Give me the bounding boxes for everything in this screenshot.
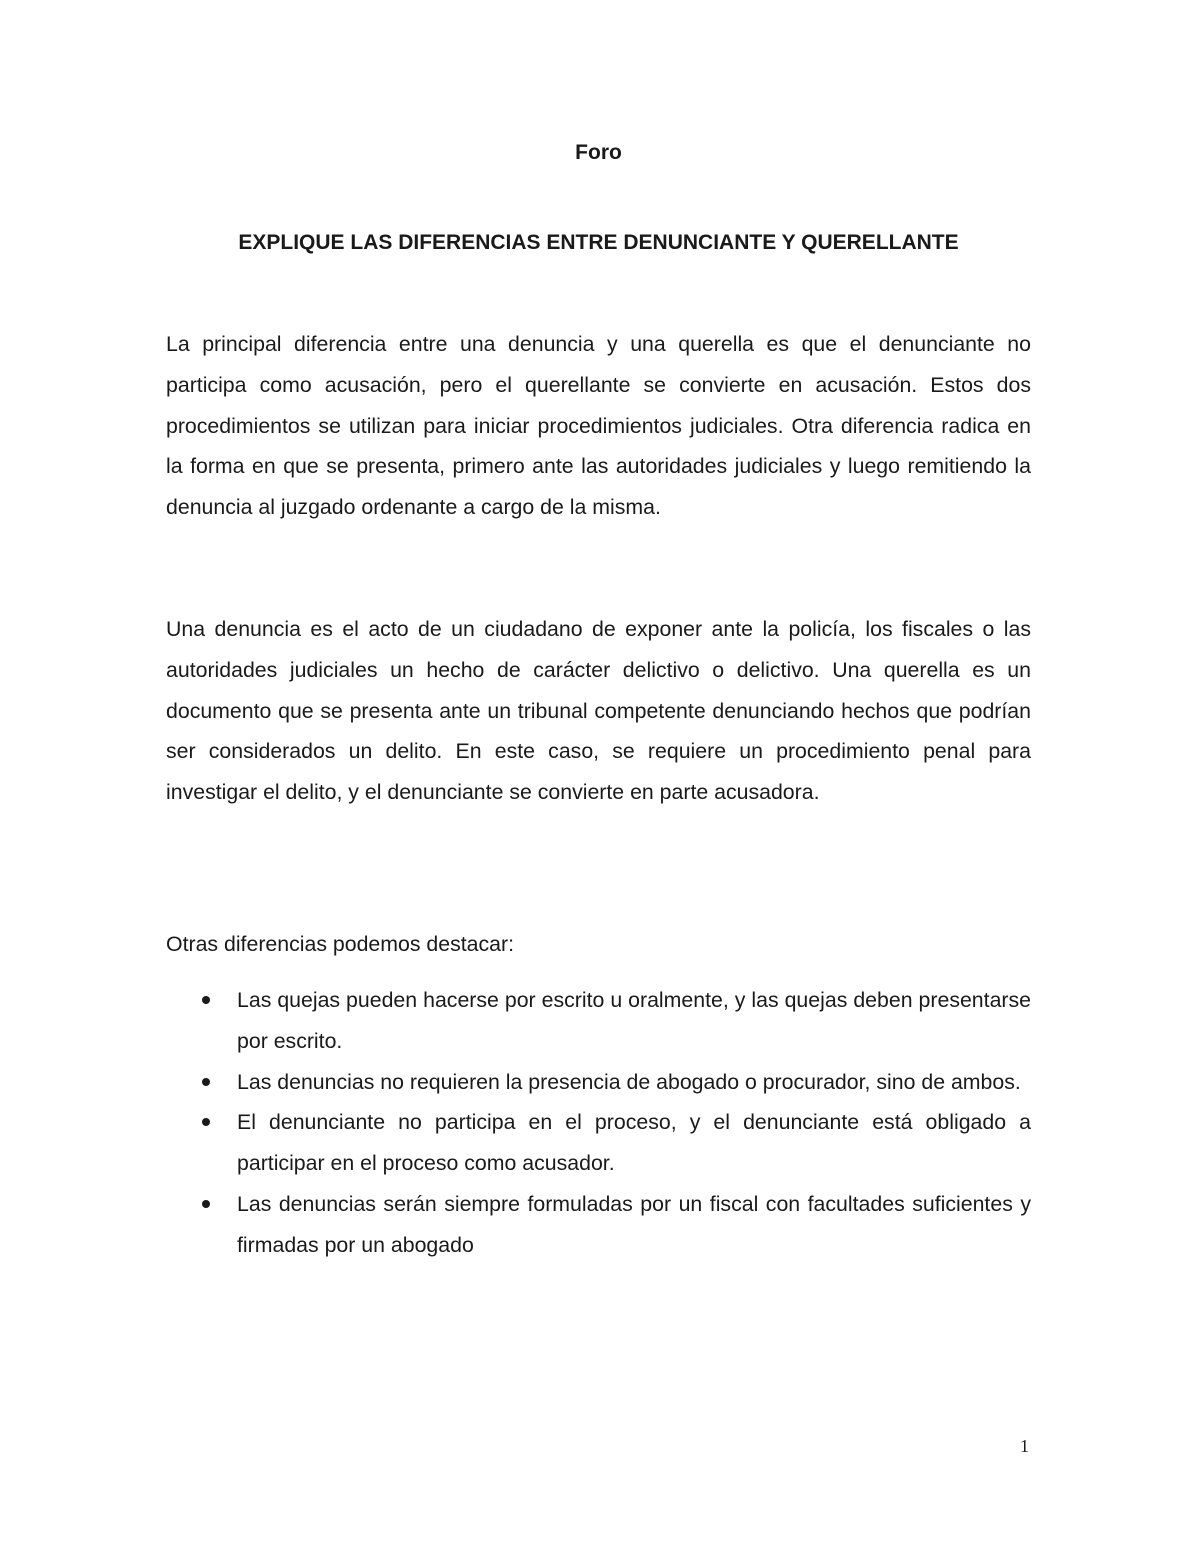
paragraph-3: Otras diferencias podemos destacar:	[166, 932, 515, 956]
paragraph-1: La principal diferencia entre una denuncia y una querella es que el denunciante no participa como acusación, pero el querellante se convierte en acusación. Estos dos procedimientos se utilizan para iniciar procedimientos judiciales. Otra diferencia radica en la forma en que se presenta, primero ante las autoridades judiciales y luego remitiendo la denuncia al juzgado ordenante a cargo de la misma.	[166, 332, 1031, 520]
list-item-text: Las denuncias serán siempre formuladas por un fiscal con facultades suficientes y firmadas por un abogado	[237, 1191, 1031, 1257]
list-item-text: Las quejas pueden hacerse por escrito u oralmente, y las quejas deben presentarse por escrito.	[237, 988, 1031, 1053]
differences-list	[166, 980, 1031, 1266]
list-item	[166, 1184, 1031, 1266]
bullet-icon	[202, 1078, 210, 1086]
document-heading: EXPLIQUE LAS DIFERENCIAS ENTRE DENUNCIANTE Y QUERELLANTE	[238, 231, 959, 254]
list-item-text: Las denuncias no requieren la presencia de abogado o procurador, sino de ambos.	[237, 1069, 1021, 1094]
list-item	[166, 1062, 1031, 1103]
list-item	[166, 1102, 1031, 1184]
bullet-icon	[202, 996, 210, 1004]
list-item	[166, 980, 1031, 1062]
list-item-text: El denunciante no participa en el proceso, y el denunciante está obligado a participar en el proceso como acusador.	[237, 1110, 1031, 1176]
page-number: 1	[1020, 1436, 1029, 1456]
bullet-icon	[202, 1118, 210, 1126]
bullet-icon	[202, 1200, 210, 1208]
paragraph-2: Una denuncia es el acto de un ciudadano de exponer ante la policía, los fiscales o las autoridades judiciales un hecho de carácter delictivo o delictivo. Una querella es un documento que se presenta ante un tribunal competente denunciando hechos que podrían ser considerados un delito. En este caso, se requiere un procedimiento penal para investigar el delito, y el denunciante se convierte en parte acusadora.	[166, 617, 1031, 805]
document-title: Foro	[575, 141, 622, 164]
